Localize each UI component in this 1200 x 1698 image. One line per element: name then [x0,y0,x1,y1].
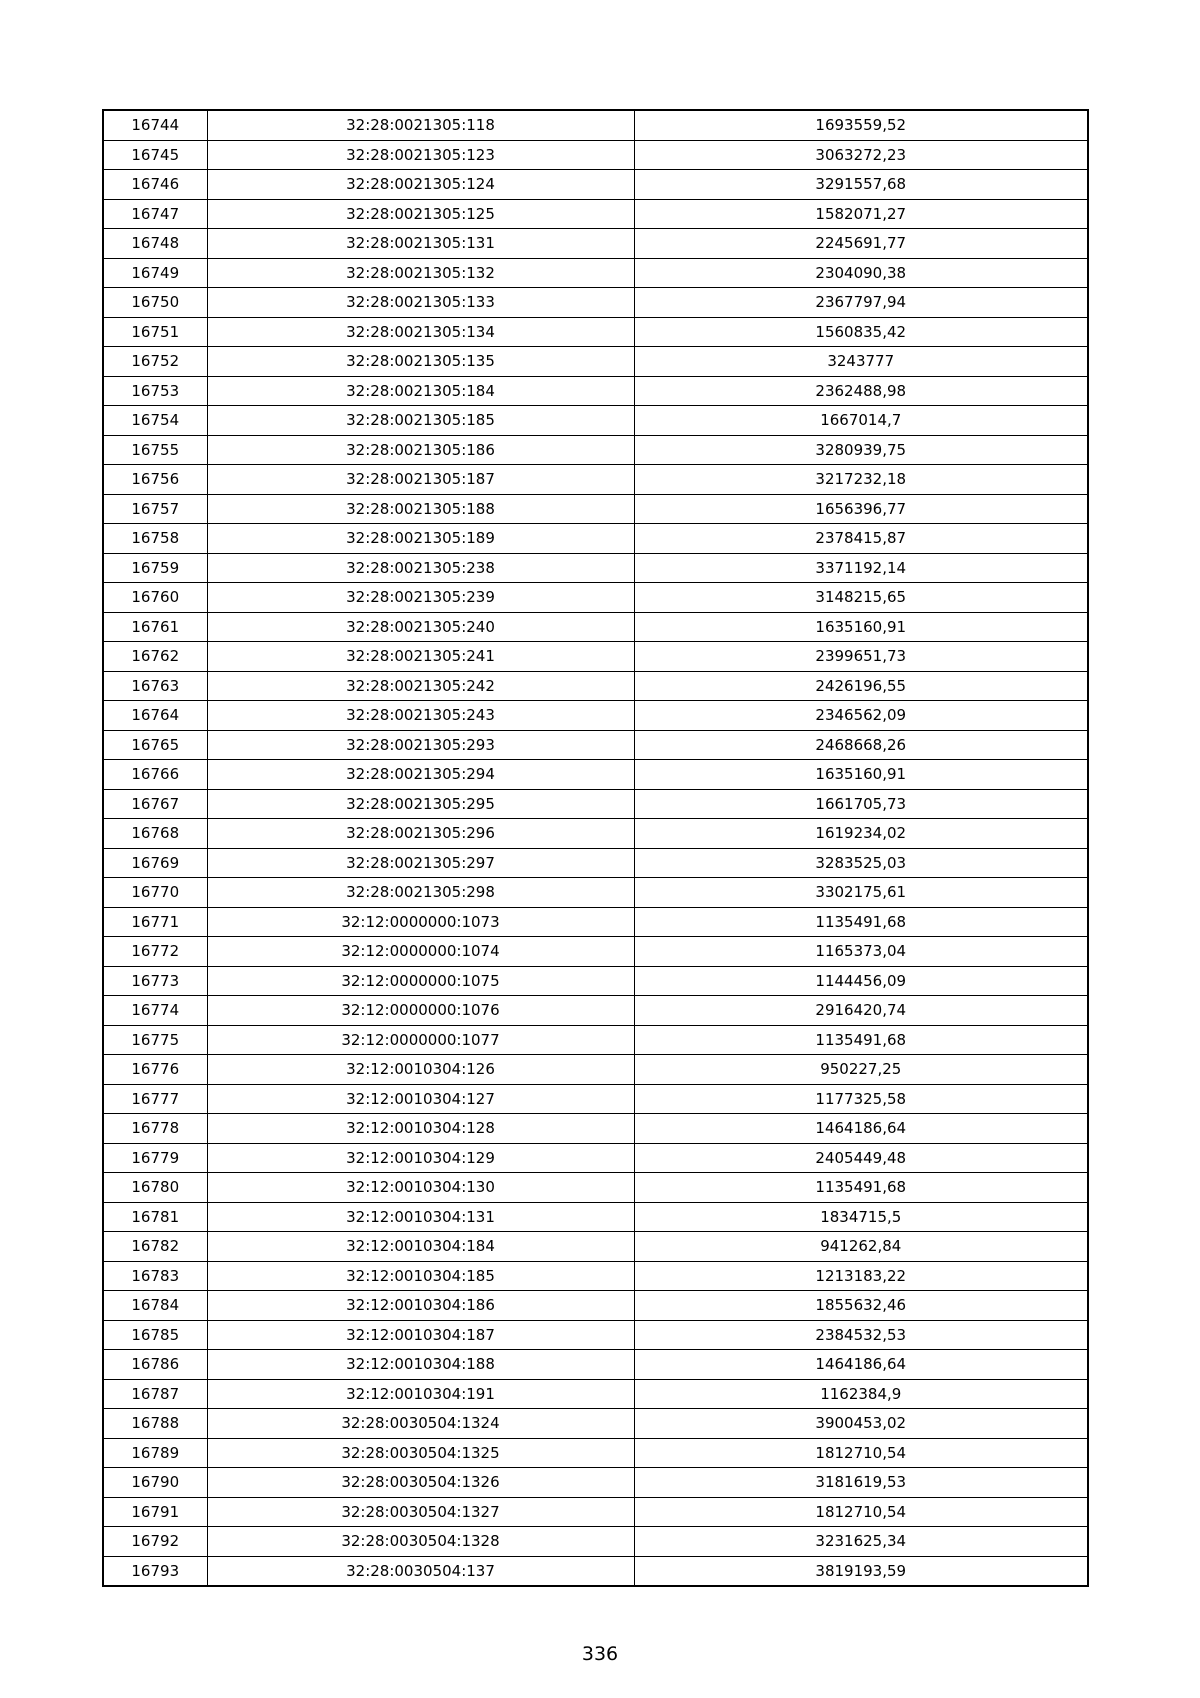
row-number-cell: 16757 [103,494,207,524]
row-number-cell: 16751 [103,317,207,347]
value-cell: 3181619,53 [634,1468,1088,1498]
table-row [103,1055,1088,1085]
cadastral-number-cell: 32:28:0030504:1324 [207,1409,634,1439]
cadastral-value-table [102,109,1089,1587]
value-cell: 2367797,94 [634,288,1088,318]
table-row [103,730,1088,760]
table-row [103,760,1088,790]
value-cell: 1667014,7 [634,406,1088,436]
cadastral-number-cell: 32:12:0000000:1075 [207,966,634,996]
table-row [103,465,1088,495]
row-number-cell: 16785 [103,1320,207,1350]
table-row [103,1468,1088,1498]
row-number-cell: 16749 [103,258,207,288]
cadastral-number-cell: 32:28:0030504:1325 [207,1438,634,1468]
table-row [103,1438,1088,1468]
row-number-cell: 16756 [103,465,207,495]
table-row [103,140,1088,170]
value-cell: 1855632,46 [634,1291,1088,1321]
row-number-cell: 16777 [103,1084,207,1114]
row-number-cell: 16780 [103,1173,207,1203]
table-row [103,317,1088,347]
cadastral-number-cell: 32:28:0030504:1328 [207,1527,634,1557]
cadastral-number-cell: 32:28:0021305:239 [207,583,634,613]
value-cell: 1812710,54 [634,1438,1088,1468]
value-cell: 1162384,9 [634,1379,1088,1409]
cadastral-number-cell: 32:28:0021305:296 [207,819,634,849]
cadastral-number-cell: 32:12:0010304:131 [207,1202,634,1232]
row-number-cell: 16775 [103,1025,207,1055]
table-row [103,1084,1088,1114]
cadastral-number-cell: 32:12:0010304:128 [207,1114,634,1144]
value-cell: 2346562,09 [634,701,1088,731]
value-cell: 1635160,91 [634,612,1088,642]
value-cell: 2378415,87 [634,524,1088,554]
row-number-cell: 16754 [103,406,207,436]
row-number-cell: 16787 [103,1379,207,1409]
value-cell: 3280939,75 [634,435,1088,465]
table-row [103,258,1088,288]
cadastral-number-cell: 32:28:0021305:298 [207,878,634,908]
row-number-cell: 16766 [103,760,207,790]
value-cell: 1656396,77 [634,494,1088,524]
table-row [103,199,1088,229]
row-number-cell: 16750 [103,288,207,318]
row-number-cell: 16768 [103,819,207,849]
value-cell: 2384532,53 [634,1320,1088,1350]
value-cell: 2426196,55 [634,671,1088,701]
row-number-cell: 16748 [103,229,207,259]
row-number-cell: 16758 [103,524,207,554]
value-cell: 1560835,42 [634,317,1088,347]
table-row [103,229,1088,259]
table-row [103,1261,1088,1291]
row-number-cell: 16764 [103,701,207,731]
row-number-cell: 16760 [103,583,207,613]
value-cell: 1582071,27 [634,199,1088,229]
cadastral-number-cell: 32:12:0010304:186 [207,1291,634,1321]
row-number-cell: 16789 [103,1438,207,1468]
cadastral-number-cell: 32:12:0000000:1076 [207,996,634,1026]
table-row [103,553,1088,583]
value-cell: 1619234,02 [634,819,1088,849]
cadastral-number-cell: 32:28:0021305:124 [207,170,634,200]
cadastral-number-cell: 32:28:0030504:1326 [207,1468,634,1498]
table-row [103,996,1088,1026]
row-number-cell: 16790 [103,1468,207,1498]
cadastral-number-cell: 32:12:0010304:126 [207,1055,634,1085]
value-cell: 2304090,38 [634,258,1088,288]
table-row [103,789,1088,819]
row-number-cell: 16782 [103,1232,207,1262]
row-number-cell: 16769 [103,848,207,878]
row-number-cell: 16788 [103,1409,207,1439]
cadastral-number-cell: 32:28:0030504:137 [207,1556,634,1586]
cadastral-number-cell: 32:12:0010304:130 [207,1173,634,1203]
page-number: 336 [581,1643,619,1665]
value-cell: 3283525,03 [634,848,1088,878]
row-number-cell: 16752 [103,347,207,377]
table-row [103,1527,1088,1557]
row-number-cell: 16744 [103,110,207,140]
value-cell: 2916420,74 [634,996,1088,1026]
value-cell: 2362488,98 [634,376,1088,406]
cadastral-number-cell: 32:28:0030504:1327 [207,1497,634,1527]
table-row [103,1409,1088,1439]
table-row [103,907,1088,937]
cadastral-number-cell: 32:28:0021305:187 [207,465,634,495]
row-number-cell: 16778 [103,1114,207,1144]
value-cell: 1165373,04 [634,937,1088,967]
table-row [103,494,1088,524]
table-row [103,347,1088,377]
row-number-cell: 16792 [103,1527,207,1557]
table-row [103,937,1088,967]
cadastral-number-cell: 32:28:0021305:186 [207,435,634,465]
value-cell: 1177325,58 [634,1084,1088,1114]
cadastral-number-cell: 32:12:0000000:1073 [207,907,634,937]
cadastral-number-cell: 32:28:0021305:241 [207,642,634,672]
row-number-cell: 16774 [103,996,207,1026]
row-number-cell: 16776 [103,1055,207,1085]
value-cell: 1464186,64 [634,1350,1088,1380]
table-row [103,819,1088,849]
cadastral-number-cell: 32:28:0021305:243 [207,701,634,731]
cadastral-number-cell: 32:12:0010304:127 [207,1084,634,1114]
row-number-cell: 16781 [103,1202,207,1232]
value-cell: 2245691,77 [634,229,1088,259]
value-cell: 1464186,64 [634,1114,1088,1144]
cadastral-number-cell: 32:28:0021305:295 [207,789,634,819]
table-row [103,1379,1088,1409]
table-row [103,1291,1088,1321]
value-cell: 1661705,73 [634,789,1088,819]
table-row [103,1173,1088,1203]
cadastral-number-cell: 32:28:0021305:242 [207,671,634,701]
table-row [103,376,1088,406]
row-number-cell: 16767 [103,789,207,819]
table-row [103,671,1088,701]
cadastral-number-cell: 32:12:0010304:187 [207,1320,634,1350]
value-cell: 3302175,61 [634,878,1088,908]
value-cell: 3371192,14 [634,553,1088,583]
table-row [103,170,1088,200]
value-cell: 1635160,91 [634,760,1088,790]
cadastral-number-cell: 32:28:0021305:294 [207,760,634,790]
cadastral-number-cell: 32:28:0021305:185 [207,406,634,436]
row-number-cell: 16791 [103,1497,207,1527]
value-cell: 1135491,68 [634,1025,1088,1055]
table-row [103,966,1088,996]
table-body [103,110,1088,1586]
table-row [103,1556,1088,1586]
value-cell: 3148215,65 [634,583,1088,613]
table-row [103,583,1088,613]
row-number-cell: 16745 [103,140,207,170]
value-cell: 941262,84 [634,1232,1088,1262]
table-row [103,406,1088,436]
cadastral-number-cell: 32:28:0021305:297 [207,848,634,878]
cadastral-number-cell: 32:28:0021305:293 [207,730,634,760]
row-number-cell: 16746 [103,170,207,200]
table-row [103,110,1088,140]
table-row [103,848,1088,878]
cadastral-number-cell: 32:28:0021305:123 [207,140,634,170]
value-cell: 3243777 [634,347,1088,377]
row-number-cell: 16747 [103,199,207,229]
row-number-cell: 16765 [103,730,207,760]
row-number-cell: 16771 [103,907,207,937]
cadastral-number-cell: 32:28:0021305:118 [207,110,634,140]
table-row [103,435,1088,465]
cadastral-number-cell: 32:12:0010304:184 [207,1232,634,1262]
row-number-cell: 16753 [103,376,207,406]
value-cell: 1812710,54 [634,1497,1088,1527]
cadastral-number-cell: 32:12:0010304:129 [207,1143,634,1173]
table-row [103,878,1088,908]
value-cell: 2405449,48 [634,1143,1088,1173]
table-row [103,1320,1088,1350]
cadastral-number-cell: 32:12:0010304:188 [207,1350,634,1380]
value-cell: 2468668,26 [634,730,1088,760]
cadastral-number-cell: 32:12:0010304:191 [207,1379,634,1409]
row-number-cell: 16770 [103,878,207,908]
cadastral-number-cell: 32:28:0021305:188 [207,494,634,524]
value-cell: 3063272,23 [634,140,1088,170]
row-number-cell: 16772 [103,937,207,967]
table-row [103,612,1088,642]
value-cell: 1135491,68 [634,1173,1088,1203]
row-number-cell: 16786 [103,1350,207,1380]
value-cell: 3291557,68 [634,170,1088,200]
table-row [103,1350,1088,1380]
value-cell: 1213183,22 [634,1261,1088,1291]
cadastral-number-cell: 32:12:0000000:1074 [207,937,634,967]
row-number-cell: 16755 [103,435,207,465]
table-row [103,1497,1088,1527]
row-number-cell: 16761 [103,612,207,642]
cadastral-number-cell: 32:28:0021305:131 [207,229,634,259]
cadastral-number-cell: 32:28:0021305:125 [207,199,634,229]
row-number-cell: 16762 [103,642,207,672]
table-row [103,1114,1088,1144]
cadastral-number-cell: 32:28:0021305:189 [207,524,634,554]
row-number-cell: 16763 [103,671,207,701]
value-cell: 950227,25 [634,1055,1088,1085]
cadastral-number-cell: 32:12:0000000:1077 [207,1025,634,1055]
cadastral-number-cell: 32:28:0021305:135 [207,347,634,377]
value-cell: 1144456,09 [634,966,1088,996]
value-cell: 1135491,68 [634,907,1088,937]
value-cell: 3900453,02 [634,1409,1088,1439]
value-cell: 1834715,5 [634,1202,1088,1232]
value-cell: 3819193,59 [634,1556,1088,1586]
cadastral-number-cell: 32:12:0010304:185 [207,1261,634,1291]
row-number-cell: 16784 [103,1291,207,1321]
row-number-cell: 16773 [103,966,207,996]
value-cell: 3217232,18 [634,465,1088,495]
row-number-cell: 16759 [103,553,207,583]
cadastral-number-cell: 32:28:0021305:134 [207,317,634,347]
cadastral-number-cell: 32:28:0021305:240 [207,612,634,642]
row-number-cell: 16779 [103,1143,207,1173]
table-row [103,1202,1088,1232]
table-row [103,642,1088,672]
table-row [103,288,1088,318]
table-row [103,1232,1088,1262]
table-row [103,524,1088,554]
row-number-cell: 16793 [103,1556,207,1586]
cadastral-number-cell: 32:28:0021305:238 [207,553,634,583]
value-cell: 2399651,73 [634,642,1088,672]
table-row [103,701,1088,731]
cadastral-number-cell: 32:28:0021305:133 [207,288,634,318]
value-cell: 3231625,34 [634,1527,1088,1557]
value-cell: 1693559,52 [634,110,1088,140]
cadastral-number-cell: 32:28:0021305:132 [207,258,634,288]
cadastral-number-cell: 32:28:0021305:184 [207,376,634,406]
row-number-cell: 16783 [103,1261,207,1291]
table-row [103,1143,1088,1173]
table-row [103,1025,1088,1055]
